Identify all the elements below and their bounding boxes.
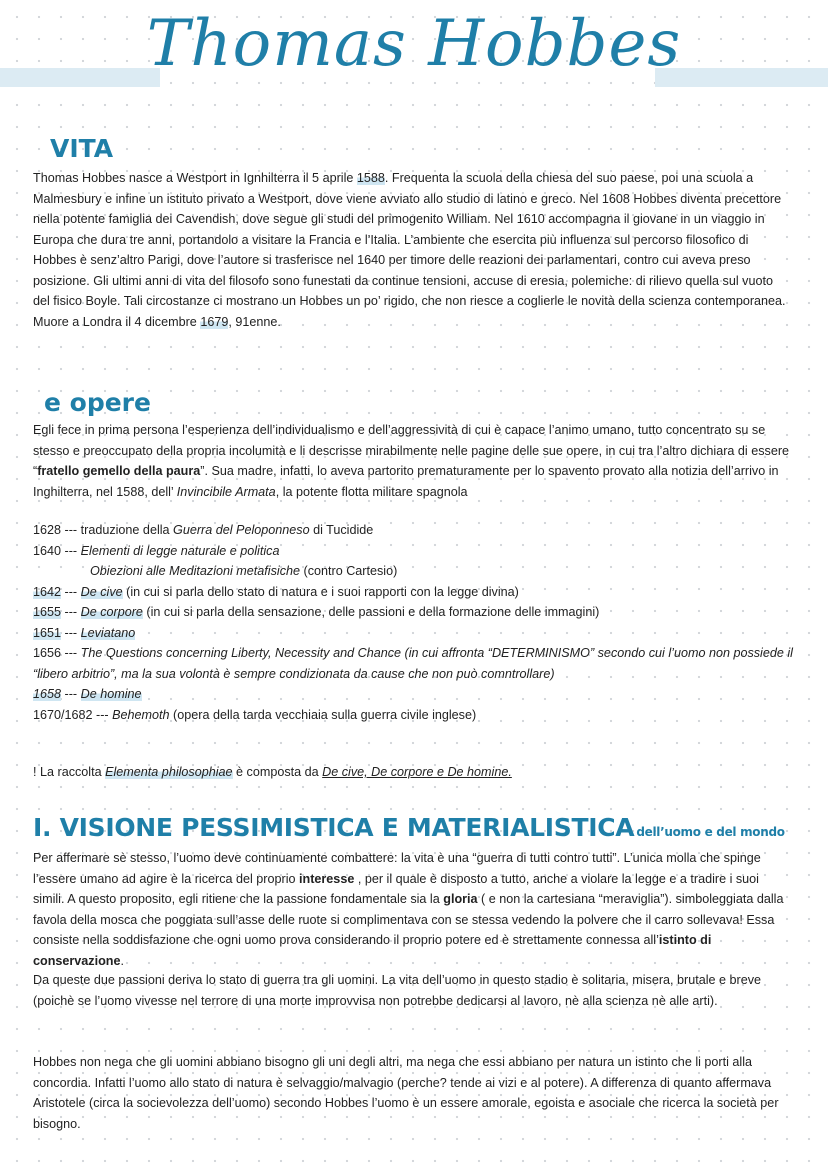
work-item xyxy=(33,643,793,684)
work-title: De corpore xyxy=(80,605,143,619)
s1-gloria: gloria xyxy=(443,892,478,906)
s1-text-1: Per affermare sè stesso, l’uomo deve continuamente combattere: la vita è una “guerra di tutti contro tutti”. L’unica molla che spinge l’essere umano ad agire è la ricerca del proprio xyxy=(33,851,761,886)
vita-birth-year: 1588 xyxy=(356,171,385,185)
s1-text-3: ( e non la cartesiana “meraviglia”). simboleggiata dalla favola della mosca che poggiata sull’asse delle ruote si complimentava con se stessa vedendo la polvere che il carro sollevava! Essa consiste nella soddisfazione che ogni uomo prova considerando il proprio potere ed è strettamente connessa all’ xyxy=(33,892,784,947)
work-item xyxy=(33,705,793,726)
vita-text-2: . Frequenta la scuola della chiesa del suo paese, poi una scuola a Malmesbury e infine un istituto privato a Westport, dove viene avviato allo studio di latino e greco. Nel 1608 Hobbes diventa precettore nella potente famiglia dei Cavendish, dove segue gli studi del primogenito William. Nel 1610 accompagna il giovane in un viaggio in Europa che dura tre anni, portandolo a visitare la Francia e l’Italia. L’ambiente che esercita più influenza sul percorso filosofico di Hobbes è senz’altro Parigi, dove l’autore si trasferisce nel 1640 per timore delle reazioni dei parlamentari, contro cui aveva preso posizione. Gli ultimi anni di vita del filosofo sono funestati da continue tensioni, accuse di eresia, polemiche: di rilievo quella sul vuoto del fisico Boyle. Tali circostanze ci mostrano un Hobbes un po’ rigido, che non riesce a coglierle le novità della scienza contemporanea. xyxy=(33,171,786,308)
vita-death-text: Muore a Londra il 4 dicembre xyxy=(33,314,201,329)
opere-heading: e opere xyxy=(44,388,151,417)
work-year: 1628 xyxy=(33,523,62,537)
raccolta-note xyxy=(33,762,793,783)
work-year: 1658 xyxy=(33,687,62,701)
work-sep: --- xyxy=(61,625,81,640)
vita-death-year: 1679 xyxy=(200,314,229,329)
opere-intro xyxy=(33,420,793,502)
opere-quote: fratello gemello della paura xyxy=(37,464,201,478)
work-sep: --- xyxy=(61,584,81,599)
note-text-1: ! La raccolta xyxy=(33,765,106,779)
vita-heading: VITA xyxy=(50,134,114,163)
vita-text-1: Thomas Hobbes nasce a Westport in Ignhilterra il 5 aprile xyxy=(33,171,357,185)
work-pre: traduzione della xyxy=(80,523,174,537)
opere-intro-2: ”. Sua madre, infatti, lo aveva partorito prematuramente per lo spavento provato alla notizia dell’arrivo in Inghilterra, nel 1588, dell’ xyxy=(33,464,779,499)
work-sep: --- xyxy=(92,707,113,722)
section1-paragraph-2: Da queste due passioni deriva lo stato di guerra tra gli uomini. La vita dell’uomo in questo stadio è solitaria, misera, brutale e breve (poichè se l’uomo vivesse nel terrore di una morte improvvisa non potrebbe dedicarsi al lavoro, nè alla scienza nè alle arti). xyxy=(33,973,762,1008)
work-year: 1651 xyxy=(33,625,62,640)
work-title: Guerra del Peloponneso xyxy=(173,523,310,537)
work-year: 1640 xyxy=(33,543,62,558)
work-year: 1656 xyxy=(33,646,62,660)
page-title: Thomas Hobbes xyxy=(146,7,682,81)
work-note: di Tucidide xyxy=(309,523,374,537)
note-works: De cive, De corpore e De homine. xyxy=(322,765,512,779)
section1-subtitle: dell’uomo e del mondo xyxy=(636,825,785,839)
s1-istinto: istinto di conservazione xyxy=(33,933,712,968)
work-title: Leviatano xyxy=(80,625,136,640)
work-note: (contro Cartesio) xyxy=(300,564,398,578)
vita-death-age: , 91enne. xyxy=(228,314,281,329)
work-item xyxy=(33,623,793,644)
work-note: (in cui si parla dello stato di natura e i suoi rapporti con la legge divina) xyxy=(122,584,519,599)
opere-intro-3: , la potente flotta militare spagnola xyxy=(275,484,468,499)
work-item xyxy=(33,520,793,541)
work-item xyxy=(33,561,793,582)
work-title: Elementi di legge naturale e politica xyxy=(80,543,280,558)
work-note: (opera della tarda vecchiaia sulla guerra civile inglese) xyxy=(169,707,477,722)
work-sep: --- xyxy=(61,646,81,660)
note-text-2: è composta da xyxy=(232,765,323,779)
work-title: Obiezioni alle Meditazioni metafisiche xyxy=(90,564,300,578)
work-title: The Questions concerning Liberty, Necessity and Chance (in cui affronta “DETERMINISMO” secondo cui l’uomo non possiede il “libero arbitrio”, ma la sua volontà è sempre condizionata da cause che non può comntrollare) xyxy=(33,646,793,681)
note-elementa: Elementa philosophiae xyxy=(105,765,233,779)
work-sep: --- xyxy=(61,605,81,619)
section1-paragraph-1 xyxy=(33,848,793,971)
work-item xyxy=(33,684,793,705)
work-sep: --- xyxy=(61,687,81,701)
work-sep: --- xyxy=(61,523,81,537)
work-title: De cive xyxy=(80,584,123,599)
s1-text-4: . xyxy=(120,953,124,968)
section1-title: I. VISIONE PESSIMISTICA E MATERIALISTICA xyxy=(33,813,635,842)
opere-intro-1: Egli fece in prima persona l’esperienza dell’individualismo e dell’aggressività di cui è capace l’animo umano, tutto concentrato su se stesso e preoccupato della propria incolumità e li descrisse mirabilmente nelle pagine delle sue opere, in cui tra l’altro dichiara di essere “ xyxy=(33,423,790,478)
vita-paragraph xyxy=(33,168,793,332)
work-year: 1655 xyxy=(33,605,62,619)
work-item xyxy=(33,541,793,562)
opere-armata: Invincibile Armata xyxy=(176,484,276,499)
s1-text-2: , per il quale è disposto a tutto, anche a violare la legge e a tradire i suoi simili. A questo proposito, egli ritiene che la passione fondamentale sia la xyxy=(33,871,759,906)
work-item xyxy=(33,602,793,623)
work-sep: --- xyxy=(61,543,81,558)
work-year: 1670/1682 xyxy=(33,707,93,722)
s1-interesse: interesse xyxy=(299,871,355,886)
work-title: Behemoth xyxy=(112,707,170,722)
section1-paragraph-3: Hobbes non nega che gli uomini abbiano bisogno gli uni degli altri, ma nega che essi abbiano per natura un istinto che li porti alla concordia. Infatti l’uomo allo stato di natura è selvaggio/malvagio (perche? tende ai vizi e al potere). A differenza di quanto affermava Aristotele (circa la socievolezza dell’uomo) secondo Hobbes l’uomo è un essere amorale, egoista e asociale che ricerca la società per bisogno. xyxy=(33,1055,779,1131)
work-note: (in cui si parla della sensazione, delle passioni e della formazione delle immagini) xyxy=(142,605,600,619)
work-item xyxy=(33,582,793,603)
work-year: 1642 xyxy=(33,584,62,599)
section1-heading xyxy=(33,813,785,847)
works-list xyxy=(33,520,793,725)
work-title: De homine xyxy=(80,687,142,701)
